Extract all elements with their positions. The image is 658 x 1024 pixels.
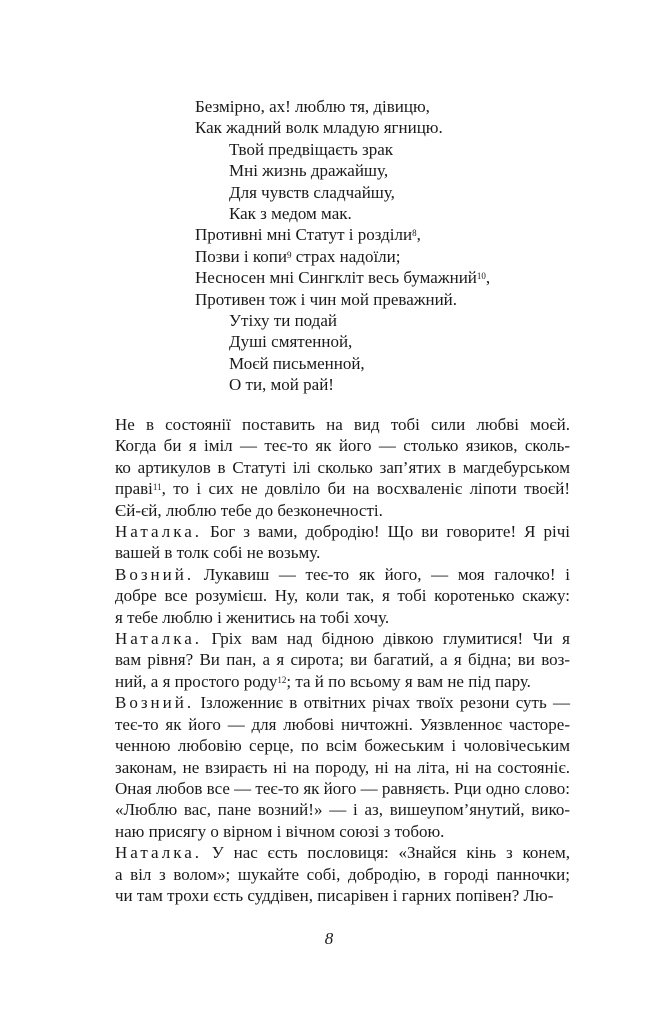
text-line (89, 692, 570, 713)
line-text: вашей в толк собі не возьму. (115, 543, 321, 563)
text-line (89, 457, 570, 478)
verse-line-text: О ти, мой рай! (229, 375, 334, 395)
text-line (89, 585, 570, 606)
verse-line-text: Как з медом мак. (229, 203, 352, 223)
line-text: ко артикулов в Статуті ілі сколько зап’ятих в магдебурськом (115, 457, 570, 477)
text-line (89, 671, 570, 692)
line-text: наю присягу о вірном і вічном союзі з тобою. (115, 821, 445, 841)
text-line (89, 521, 570, 542)
verse-line-text: Душі смятенной, (229, 332, 353, 352)
verse-line (195, 139, 595, 160)
verse-line (195, 203, 595, 224)
footnote-ref: 9 (286, 249, 292, 260)
text-line (89, 842, 570, 863)
line-text: Не в состоянії поставить на вид тобі сили любві моєй. (115, 415, 570, 434)
verse-line (195, 310, 595, 331)
speaker-name: Возний. (115, 693, 195, 713)
paragraph (89, 564, 570, 628)
line-text: ; та й по всьому я вам не під пару. (286, 671, 531, 691)
verse-line-text: Твой предвіщаєть зрак (229, 139, 393, 159)
line-text: Єй-єй, люблю тебе до безконечності. (115, 500, 383, 520)
verse-line (195, 353, 595, 374)
text-line (89, 628, 570, 649)
line-text: Ізложенниє в отвітних річах твоїх резони суть — (194, 693, 570, 713)
line-text: «Люблю вас, пане возний!» — і аз, вишеупом’янутий, вико- (115, 800, 570, 820)
speaker-name: Наталка. (115, 843, 202, 863)
paragraph (89, 692, 570, 842)
verse-line (195, 374, 595, 395)
text-line (89, 542, 570, 563)
text-line (89, 714, 570, 735)
text-line (89, 821, 570, 842)
verse-block (195, 96, 595, 395)
text-line (89, 500, 570, 521)
verse-line (195, 331, 595, 352)
speaker-name: Наталка. (115, 629, 202, 649)
text-line (89, 735, 570, 756)
line-text: а віл з волом»; шукайте собі, добродію, в городі панночки; (115, 864, 570, 884)
speaker-name: Возний. (115, 564, 195, 584)
verse-line (195, 289, 595, 310)
paragraph (89, 521, 570, 564)
line-text: Когда би я іміл — теє-то як його — столько язиков, сколь- (115, 436, 570, 456)
verse-line-text: Несносен мні Сингкліт весь бумажний (195, 268, 477, 288)
verse-line-text: Для чувств сладчайшу, (229, 182, 395, 202)
verse-line-text: Как жадний волк младую ягницю. (195, 118, 443, 138)
paragraph (89, 842, 570, 906)
text-line (89, 778, 570, 799)
line-text: чи там трохи єсть суддівен, писарівен і гарних попівен? Лю- (115, 885, 554, 905)
page-number: 8 (324, 929, 334, 948)
line-text: , то і сих не довліло би на восхваленіє ліпоти твоєй! (161, 479, 570, 499)
text-line (89, 864, 570, 885)
line-text: праві (115, 479, 153, 499)
verse-line-text: , (485, 268, 491, 288)
text-line (89, 564, 570, 585)
line-text: ний, а я простого роду (115, 671, 278, 691)
verse-line (195, 182, 595, 203)
footnote-ref: 8 (412, 228, 417, 239)
paragraph (89, 414, 570, 521)
prose-block (89, 414, 570, 906)
text-line (89, 649, 570, 670)
line-text: ченною любовію серце, по всім божеським і чоловічеським (115, 736, 570, 756)
line-text: У нас єсть пословиця: «Знайся кінь з конем, (202, 843, 570, 863)
line-text: Оная любов все — теє-то як його — равняєть. Рци одно слово: (115, 778, 570, 798)
speaker-name: Наталка. (115, 522, 202, 542)
verse-line (195, 224, 595, 245)
verse-line-text: Противен тож і чин мой преважний. (195, 289, 458, 309)
line-text: вам рівня? Ви пан, а я сирота; ви багатий, а я бідна; ви воз- (115, 650, 570, 670)
verse-line (195, 246, 595, 267)
verse-line-text: страх надоїли; (291, 246, 401, 266)
verse-line (195, 117, 595, 138)
text-line (89, 478, 570, 499)
line-text: Бог з вами, добродію! Що ви говорите! Я річі (202, 522, 570, 542)
footnote-ref: 12 (277, 674, 287, 685)
line-text: я тебе люблю і женитись на тобі хочу. (115, 607, 390, 627)
verse-line-text: Безмірно, ах! люблю тя, дівицю, (195, 97, 430, 116)
line-text: законам, не взираєть ні на породу, ні на літа, ні на состояніє. (115, 757, 570, 777)
verse-line-text: Моєй письменной, (229, 353, 365, 373)
verse-line (195, 96, 595, 117)
line-text: теє-то як його — для любові ничтожні. Уязвленноє часторе- (115, 714, 570, 734)
verse-line-text: , (416, 225, 421, 245)
footnote-ref: 11 (152, 482, 162, 493)
text-line (89, 435, 570, 456)
text-line (89, 607, 570, 628)
line-text: Гріх вам над бідною дівкою глумитися! Чи я (202, 629, 570, 649)
text-line (89, 799, 570, 820)
verse-line (195, 267, 595, 288)
paragraph (89, 628, 570, 692)
verse-line-text: Противні мні Статут і розділи (195, 225, 413, 245)
line-text: Лукавиш — теє-то як його, — моя галочко! і (194, 564, 570, 584)
verse-line-text: Позви і копи (195, 246, 287, 266)
line-text: добре все розумієш. Ну, коли так, я тобі коротенько скажу: (115, 586, 570, 606)
text-line (89, 757, 570, 778)
footnote-ref: 10 (476, 271, 486, 282)
verse-line-text: Мні жизнь дражайшу, (229, 161, 389, 181)
text-line (89, 885, 570, 906)
verse-line (195, 160, 595, 181)
text-line (89, 414, 570, 435)
verse-line-text: Утіху ти подай (229, 310, 337, 330)
